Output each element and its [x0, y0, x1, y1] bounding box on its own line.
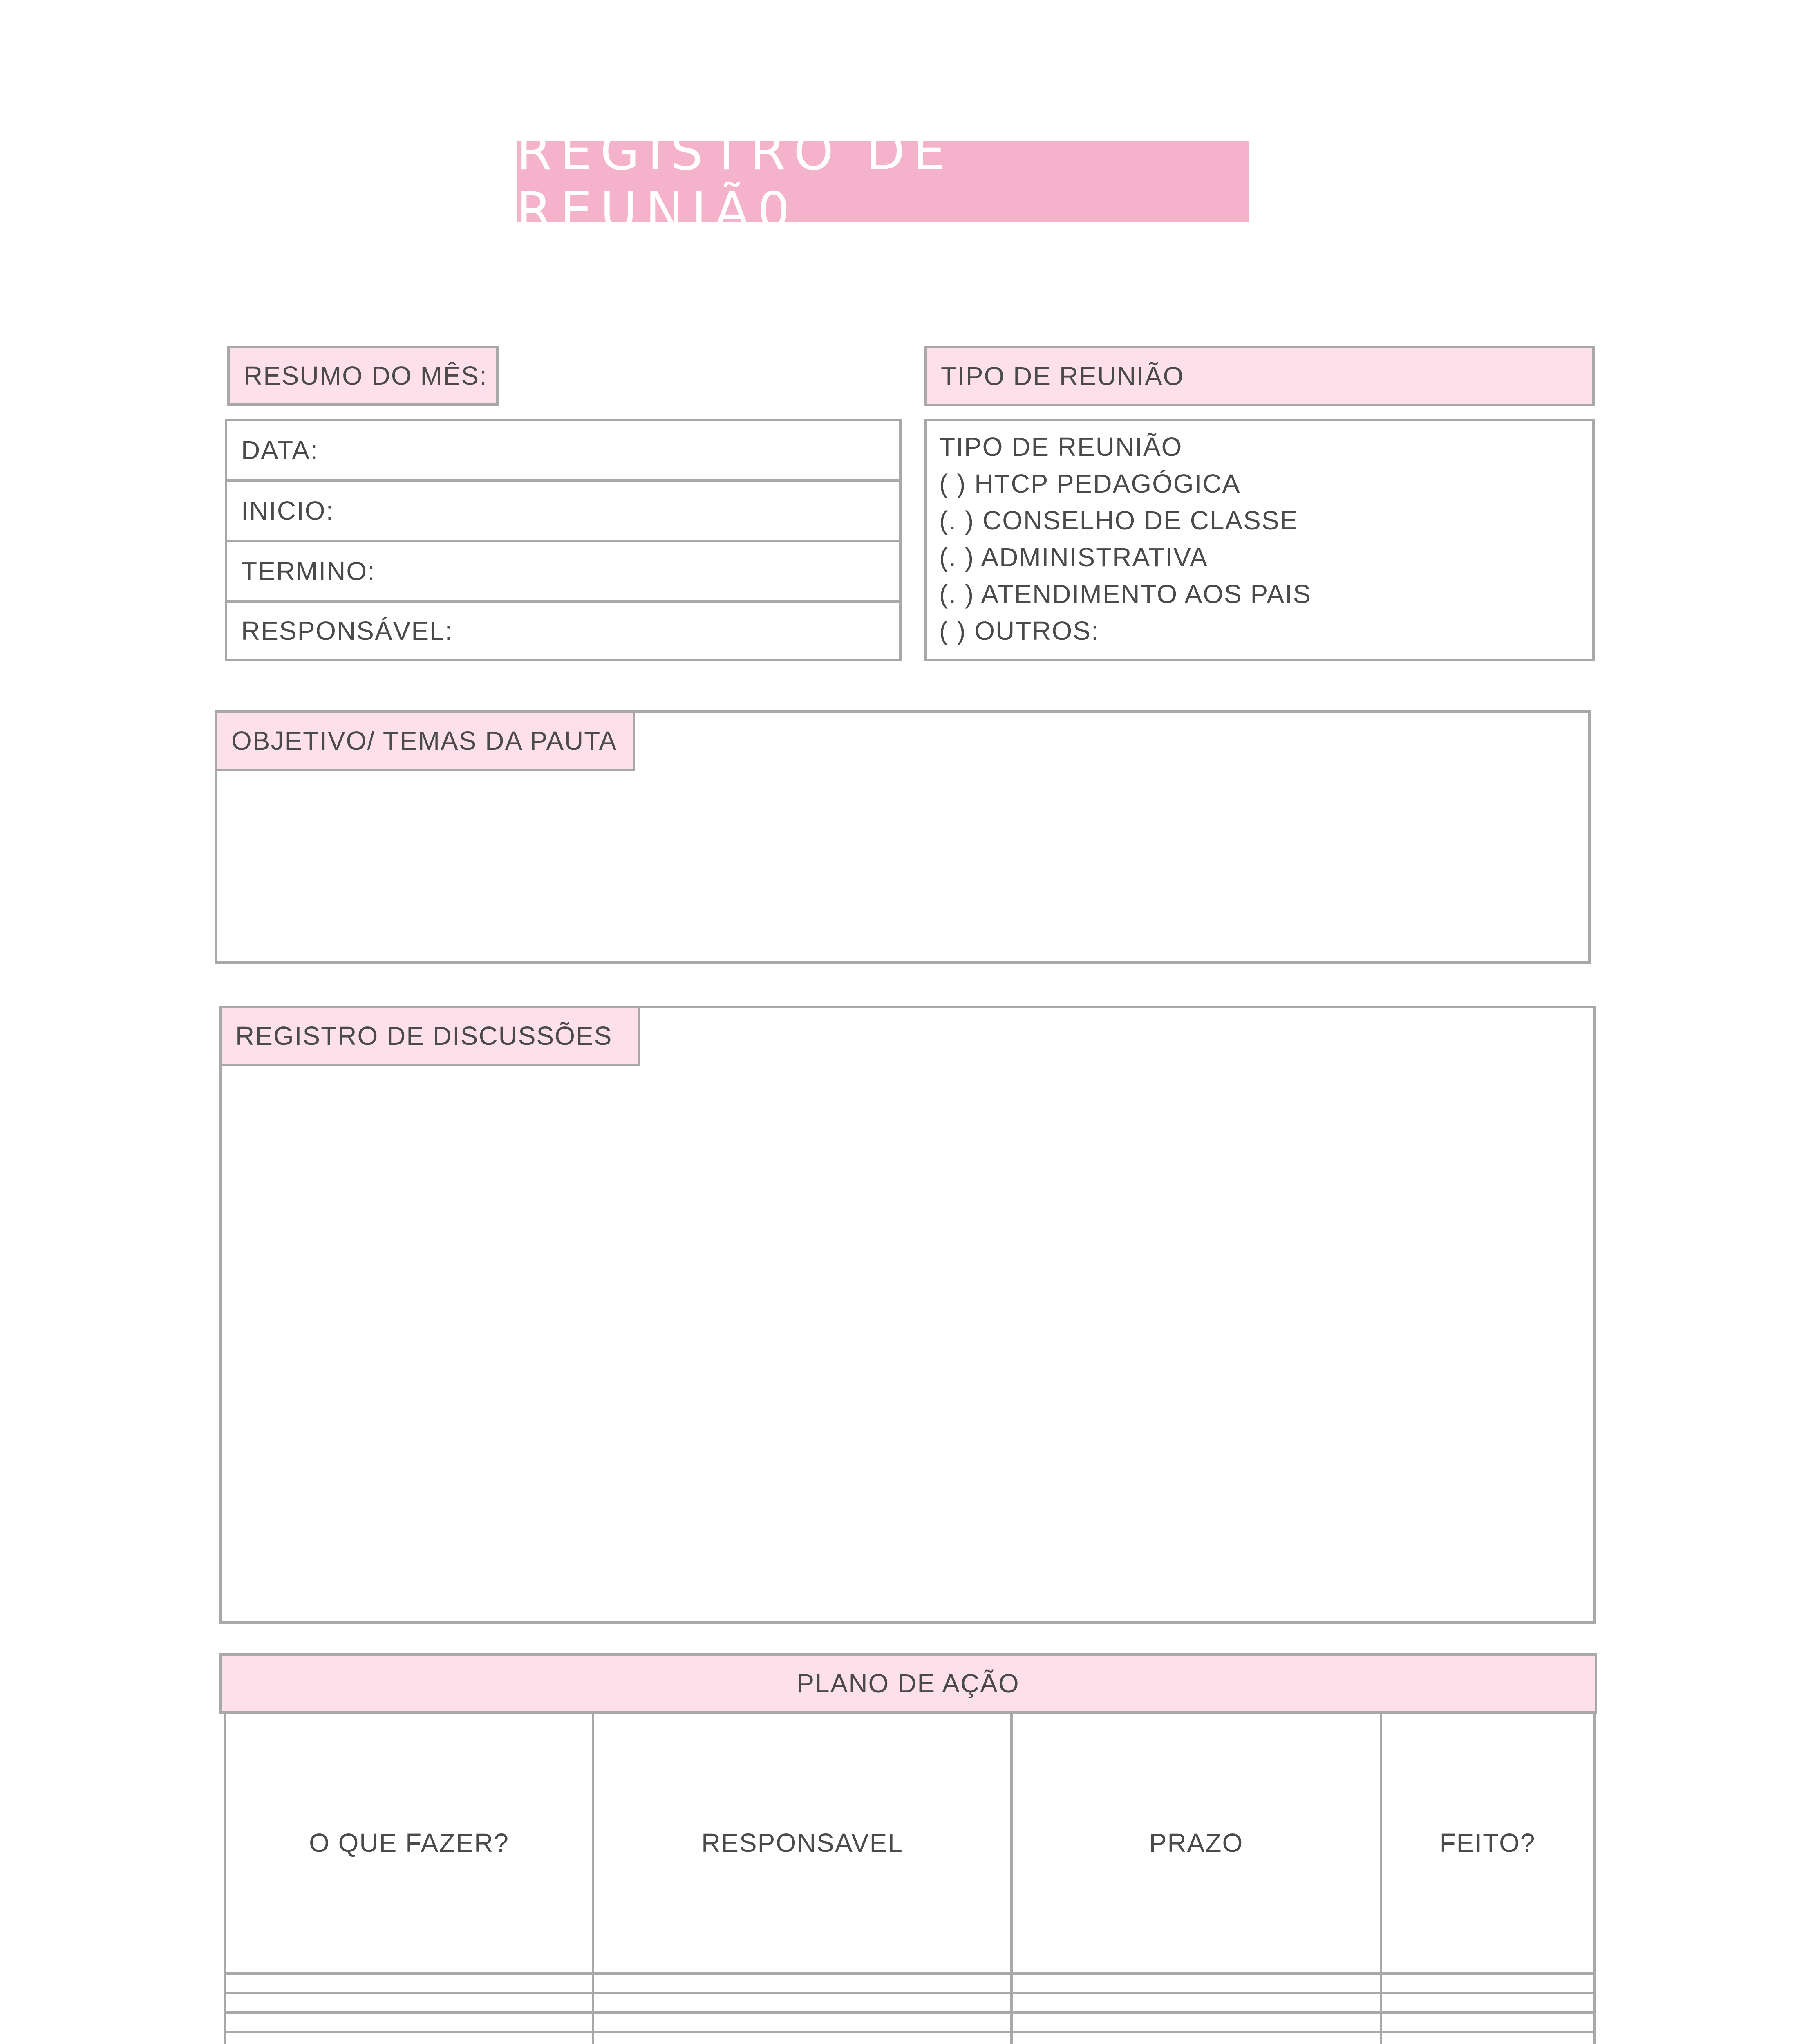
- plano-table: [224, 1711, 1596, 2044]
- table-cell[interactable]: [1381, 2032, 1594, 2044]
- tipo-line-heading: TIPO DE REUNIÃO: [939, 432, 1183, 462]
- table-row: [225, 1993, 1594, 2013]
- plano-header: PLANO DE AÇÃO: [219, 1653, 1597, 1714]
- table-row: [225, 1974, 1594, 1993]
- table-row: [225, 2032, 1594, 2044]
- tipo-header: TIPO DE REUNIÃO: [924, 346, 1595, 406]
- table-cell[interactable]: [1381, 1974, 1594, 1993]
- resumo-fields-box: [225, 419, 902, 661]
- table-cell[interactable]: [593, 1974, 1012, 1993]
- col-responsavel: RESPONSAVEL: [593, 1712, 1012, 1974]
- col-o-que-fazer: O QUE FAZER?: [225, 1712, 593, 1974]
- table-cell[interactable]: [1012, 1974, 1381, 1993]
- table-cell[interactable]: [225, 2013, 593, 2032]
- table-cell[interactable]: [225, 1974, 593, 1993]
- table-cell[interactable]: [593, 1993, 1012, 2013]
- discussoes-header: REGISTRO DE DISCUSSÕES: [219, 1006, 640, 1066]
- field-inicio[interactable]: INICIO:: [241, 496, 334, 525]
- option-administrativa[interactable]: (. ) ADMINISTRATIVA: [939, 542, 1208, 572]
- objetivo-header: OBJETIVO/ TEMAS DA PAUTA: [215, 710, 635, 771]
- table-cell[interactable]: [1012, 2013, 1381, 2032]
- col-feito: FEITO?: [1381, 1712, 1594, 1974]
- table-cell[interactable]: [1381, 1993, 1594, 2013]
- page-title: REGISTRO DE REUNIÃ0: [517, 141, 1249, 222]
- field-data[interactable]: DATA:: [241, 435, 318, 465]
- plano-header-row: [225, 1712, 1594, 1974]
- option-htcp[interactable]: ( ) HTCP PEDAGÓGICA: [939, 469, 1241, 498]
- col-prazo: PRAZO: [1012, 1712, 1381, 1974]
- table-cell[interactable]: [1012, 1993, 1381, 2013]
- table-row: [225, 2013, 1594, 2032]
- field-responsavel[interactable]: RESPONSÁVEL:: [241, 616, 453, 645]
- resumo-header: RESUMO DO MÊS:: [227, 346, 499, 406]
- tipo-checklist-box: [924, 419, 1595, 661]
- table-cell[interactable]: [225, 1993, 593, 2013]
- table-cell[interactable]: [593, 2032, 1012, 2044]
- table-cell[interactable]: [225, 2032, 593, 2044]
- field-termino[interactable]: TERMINO:: [241, 556, 376, 586]
- discussoes-box[interactable]: [219, 1006, 1596, 1624]
- option-conselho[interactable]: (. ) CONSELHO DE CLASSE: [939, 506, 1298, 535]
- option-atendimento[interactable]: (. ) ATENDIMENTO AOS PAIS: [939, 579, 1311, 609]
- table-cell[interactable]: [1381, 2013, 1594, 2032]
- option-outros[interactable]: ( ) OUTROS:: [939, 616, 1099, 645]
- table-cell[interactable]: [593, 2013, 1012, 2032]
- table-cell[interactable]: [1012, 2032, 1381, 2044]
